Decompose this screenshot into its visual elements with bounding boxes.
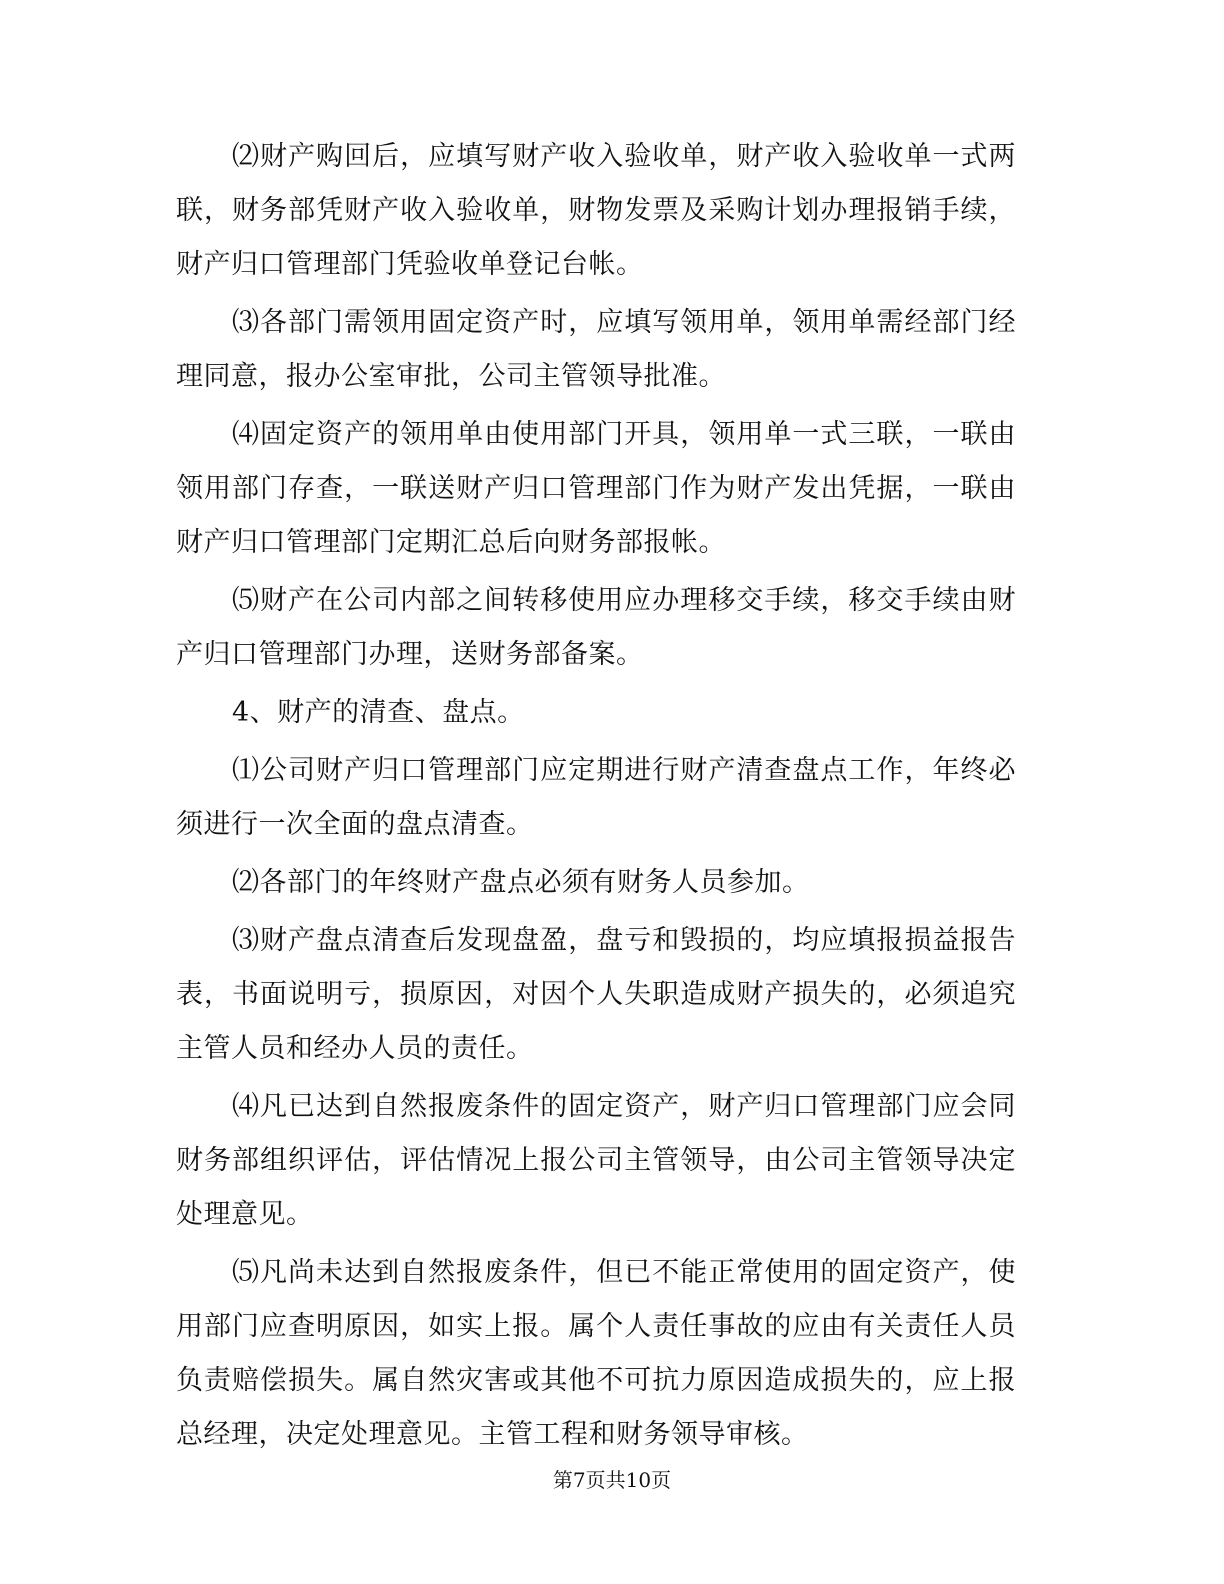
paragraph-gain-loss-report: ⑶财产盘点清查后发现盘盈，盘亏和毁损的，均应填报损益报告表，书面说明亏，损原因，对因个人失职造成财产损失的，必须追究主管人员和经办人员的责任。: [176, 925, 1016, 1064]
paragraph-property-acceptance: ⑵财产购回后，应填写财产收入验收单，财产收入验收单一式两联，财务部凭财产收入验收单，财物发票及采购计划办理报销手续，财产归口管理部门凭验收单登记台帐。: [176, 141, 1016, 280]
page-number: 第7页共10页: [552, 1468, 672, 1492]
paragraph-asset-requisition: ⑶各部门需领用固定资产时，应填写领用单，领用单需经部门经理同意，报办公室审批，公司主管领导批准。: [176, 307, 1016, 392]
paragraph-periodic-inventory: ⑴公司财产归口管理部门应定期进行财产清查盘点工作，年终必须进行一次全面的盘点清查。: [176, 755, 1016, 840]
paragraph-year-end-inventory: ⑵各部门的年终财产盘点必须有财务人员参加。: [232, 867, 810, 898]
section-heading-inventory-check: 4、财产的清查、盘点。: [232, 697, 525, 728]
paragraph-natural-scrapping: ⑷凡已达到自然报废条件的固定资产，财产归口管理部门应会同财务部组织评估，评估情况上报公司主管领导，由公司主管领导决定处理意见。: [176, 1091, 1016, 1230]
paragraph-requisition-form: ⑷固定资产的领用单由使用部门开具，领用单一式三联，一联由领用部门存查，一联送财产归口管理部门作为财产发出凭据，一联由财产归口管理部门定期汇总后向财务部报帐。: [176, 419, 1016, 558]
paragraph-internal-transfer: ⑸财产在公司内部之间转移使用应办理移交手续，移交手续由财产归口管理部门办理，送财务部备案。: [176, 585, 1016, 670]
paragraph-damaged-assets: ⑸凡尚未达到自然报废条件，但已不能正常使用的固定资产，使用部门应查明原因，如实上报。属个人责任事故的应由有关责任人员负责赔偿损失。属自然灾害或其他不可抗力原因造成损失的，应上报总经理，决定处理意见。主管工程和财务领导审核。: [176, 1257, 1016, 1450]
document-body: [176, 130, 1016, 1466]
